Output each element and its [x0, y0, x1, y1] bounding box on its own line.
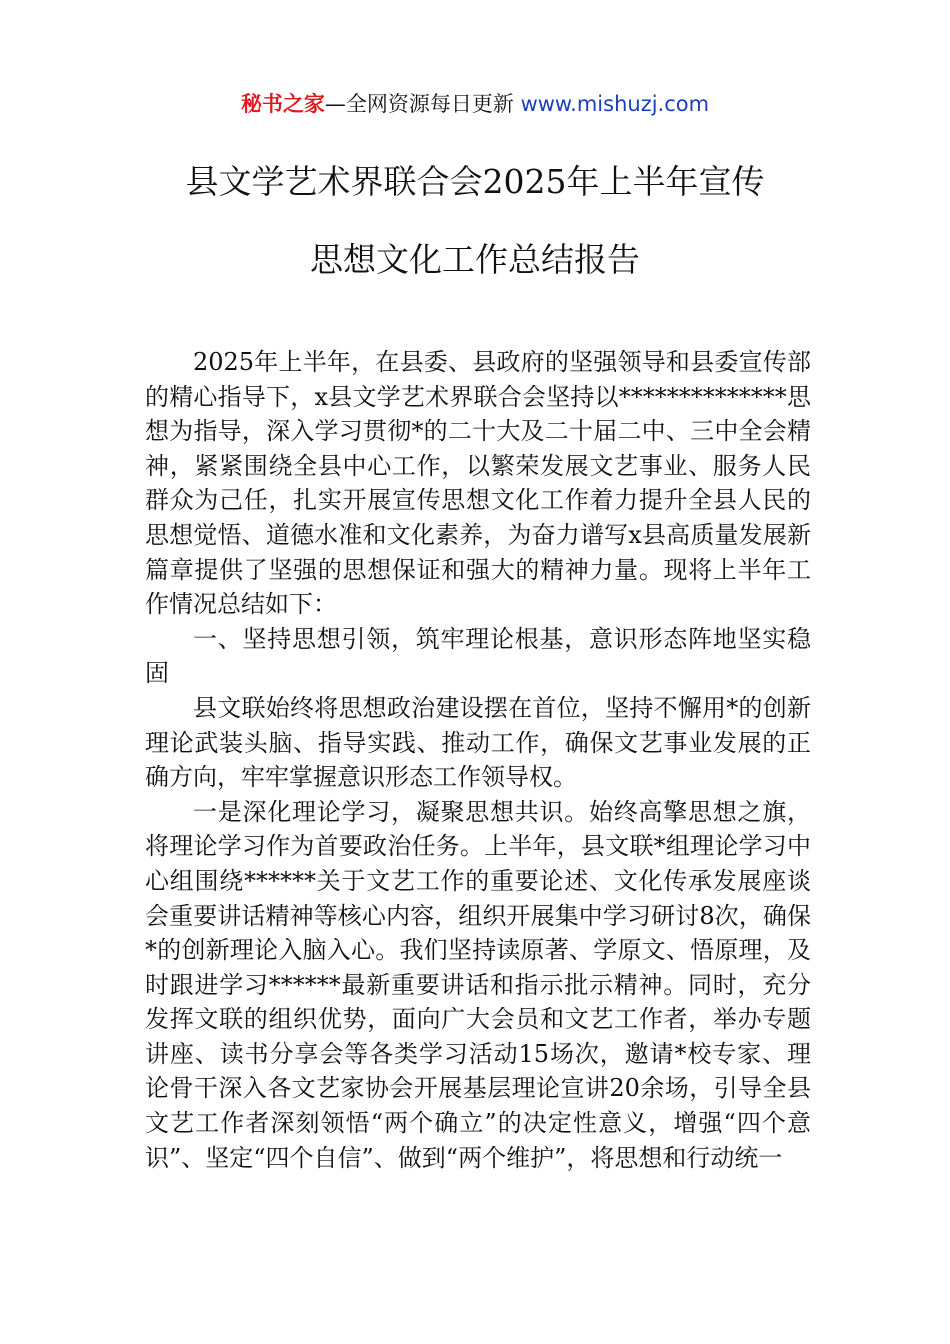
section-1-item-1-paragraph: 一是深化理论学习，凝聚思想共识。始终高擎思想之旗，将理论学习作为首要政治任务。上半年，县文联*组理论学习中心组围绕******关于文艺工作的重要论述、文化传承发展座谈会重要讲话精神等核心内容，组织开展集中学习研讨8次，确保*的创新理论入脑入心。我们坚持读原著、学原文、悟原理，及时跟进学习******最新重要讲话和指示批示精神。同时，充分发挥文联的组织优势，面向广大会员和文艺工作者，举办专题讲座、读书分享会等各类学习活动15场次，邀请*校专家、理论骨干深入各文艺家协会开展基层理论宣讲20余场，引导全县文艺工作者深刻领悟“两个确立”的决定性意义，增强“四个意识”、坚定“四个自信”、做到“两个维护”，将思想和行动统一 — [145, 797, 811, 1172]
document-body — [145, 345, 811, 1175]
site-brand: 秘书之家 — [240, 92, 325, 116]
document-title — [0, 156, 950, 286]
section-1-paragraph: 县文联始终将思想政治建设摆在首位，坚持不懈用*的创新理论武装头脑、指导实践、推动工作，确保文艺事业发展的正确方向，牢牢掌握意识形态工作领导权。 — [145, 693, 811, 792]
intro-paragraph: 2025年上半年，在县委、县政府的坚强领导和县委宣传部的精心指导下，x县文学艺术界联合会坚持以**************思想为指导，深入学习贯彻*的二十大及二十届二中、三中全会精神，紧紧围绕全县中心工作，以繁荣发展文艺事业、服务人民群众为己任，扎实开展宣传思想文化工作着力提升全县人民的思想觉悟、道德水准和文化素养，为奋力谱写x县高质量发展新篇章提供了坚强的思想保证和强大的精神力量。现将上半年工作情况总结如下： — [145, 348, 811, 619]
site-slogan: —全网资源每日更新 — [324, 92, 514, 116]
title-line-1: 县文学艺术界联合会2025年上半年宣传 — [185, 162, 765, 201]
site-banner — [0, 88, 950, 120]
site-url-link[interactable]: www.mishuzj.com — [520, 92, 710, 116]
title-line-2: 思想文化工作总结报告 — [310, 240, 640, 279]
section-heading-1: 一、坚持思想引领，筑牢理论根基，意识形态阵地坚实稳固 — [145, 624, 811, 688]
